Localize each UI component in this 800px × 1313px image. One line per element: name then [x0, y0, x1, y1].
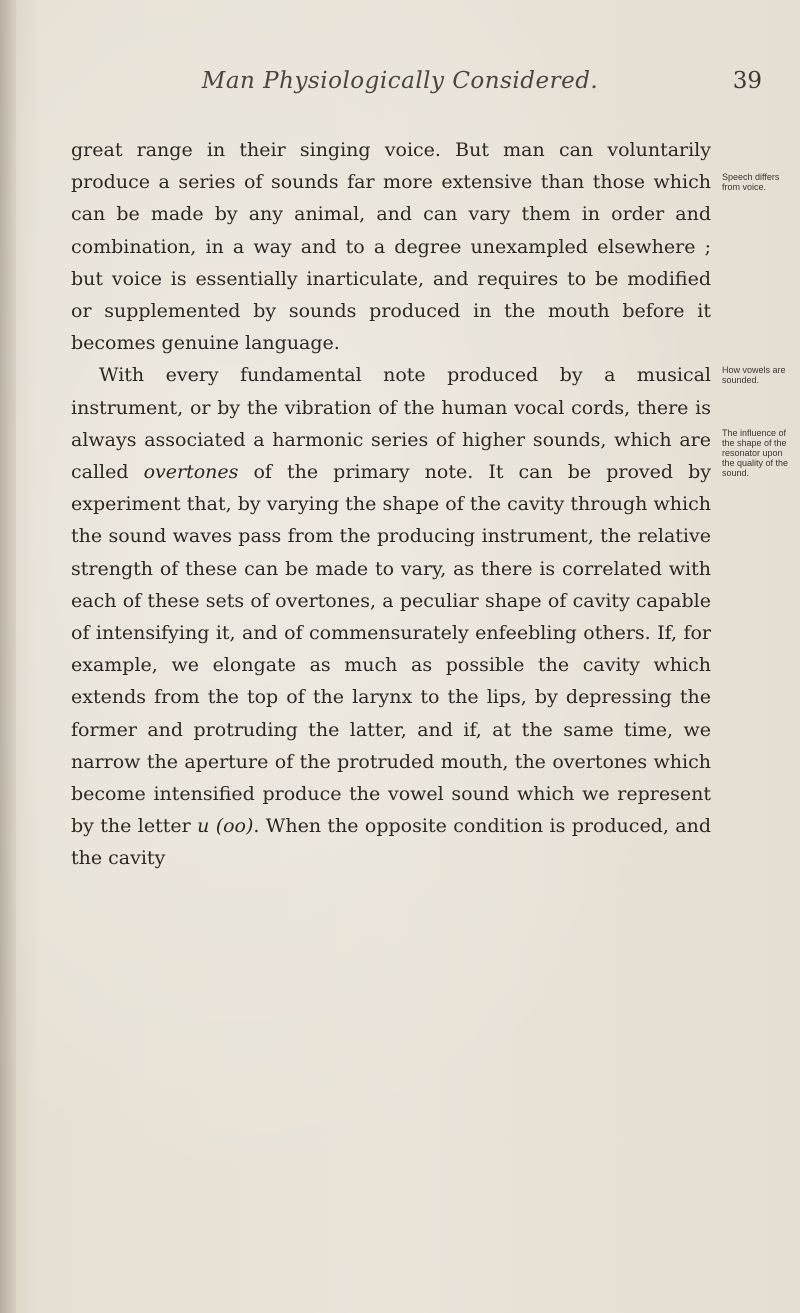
running-title: Man Physiologically Considered.: [201, 68, 599, 94]
body-text: [71, 134, 711, 875]
paragraph-text: of the primary note. It can be proved by experiment that, by varying the shape of the cavity through which the sound waves pass from the producing instrument, the relative strength of these can be made to vary, as there is correlated with each of these sets of overtones, a peculiar shape of cavity capable of intensifying it, and of commensurately enfeebling others. If, for example, we elongate as much as possible the cavity which extends from the top of the larynx to the lips, by depressing the former and protruding the latter, and if, at the same time, we narrow the aperture of the protruded mouth, the overtones which become intensified produce the vowel sound which we represent by the letter: [71, 461, 711, 838]
paragraph-text: With every fundamental note produced by a musical instrument, or by the vibration of the human vocal cords, there is always associated a harmonic series of higher sounds, which are called: [71, 364, 711, 484]
paragraph-overtones: [71, 359, 711, 874]
running-head: [0, 68, 800, 102]
italic-letter: u: [197, 815, 210, 838]
page-number: 39: [732, 68, 762, 94]
italic-term: overtones: [143, 461, 239, 484]
italic-pronunciation: (oo): [215, 815, 254, 838]
paragraph-continued: great range in their singing voice. But man can voluntarily produce a series of sounds far more extensive than those which can be made by any animal, and can vary them in order and combination, in a way and to a degree unexampled elsewhere ; but voice is essentially inarticulate, and requires to be modified or supplemented by sounds produced in the mouth before it becomes genuine language.: [71, 139, 711, 355]
margin-note-vowels: How vowels are sounded.: [722, 365, 786, 385]
margin-note-resonator: The influence of the shape of the resonator upon the quality of the sound.: [722, 428, 789, 478]
paragraph-text: . When the opposite condition is produced, and the cavity: [71, 815, 711, 870]
binding-edge-shadow: [0, 0, 16, 1313]
margin-note-speech: Speech differs from voice.: [722, 172, 780, 192]
